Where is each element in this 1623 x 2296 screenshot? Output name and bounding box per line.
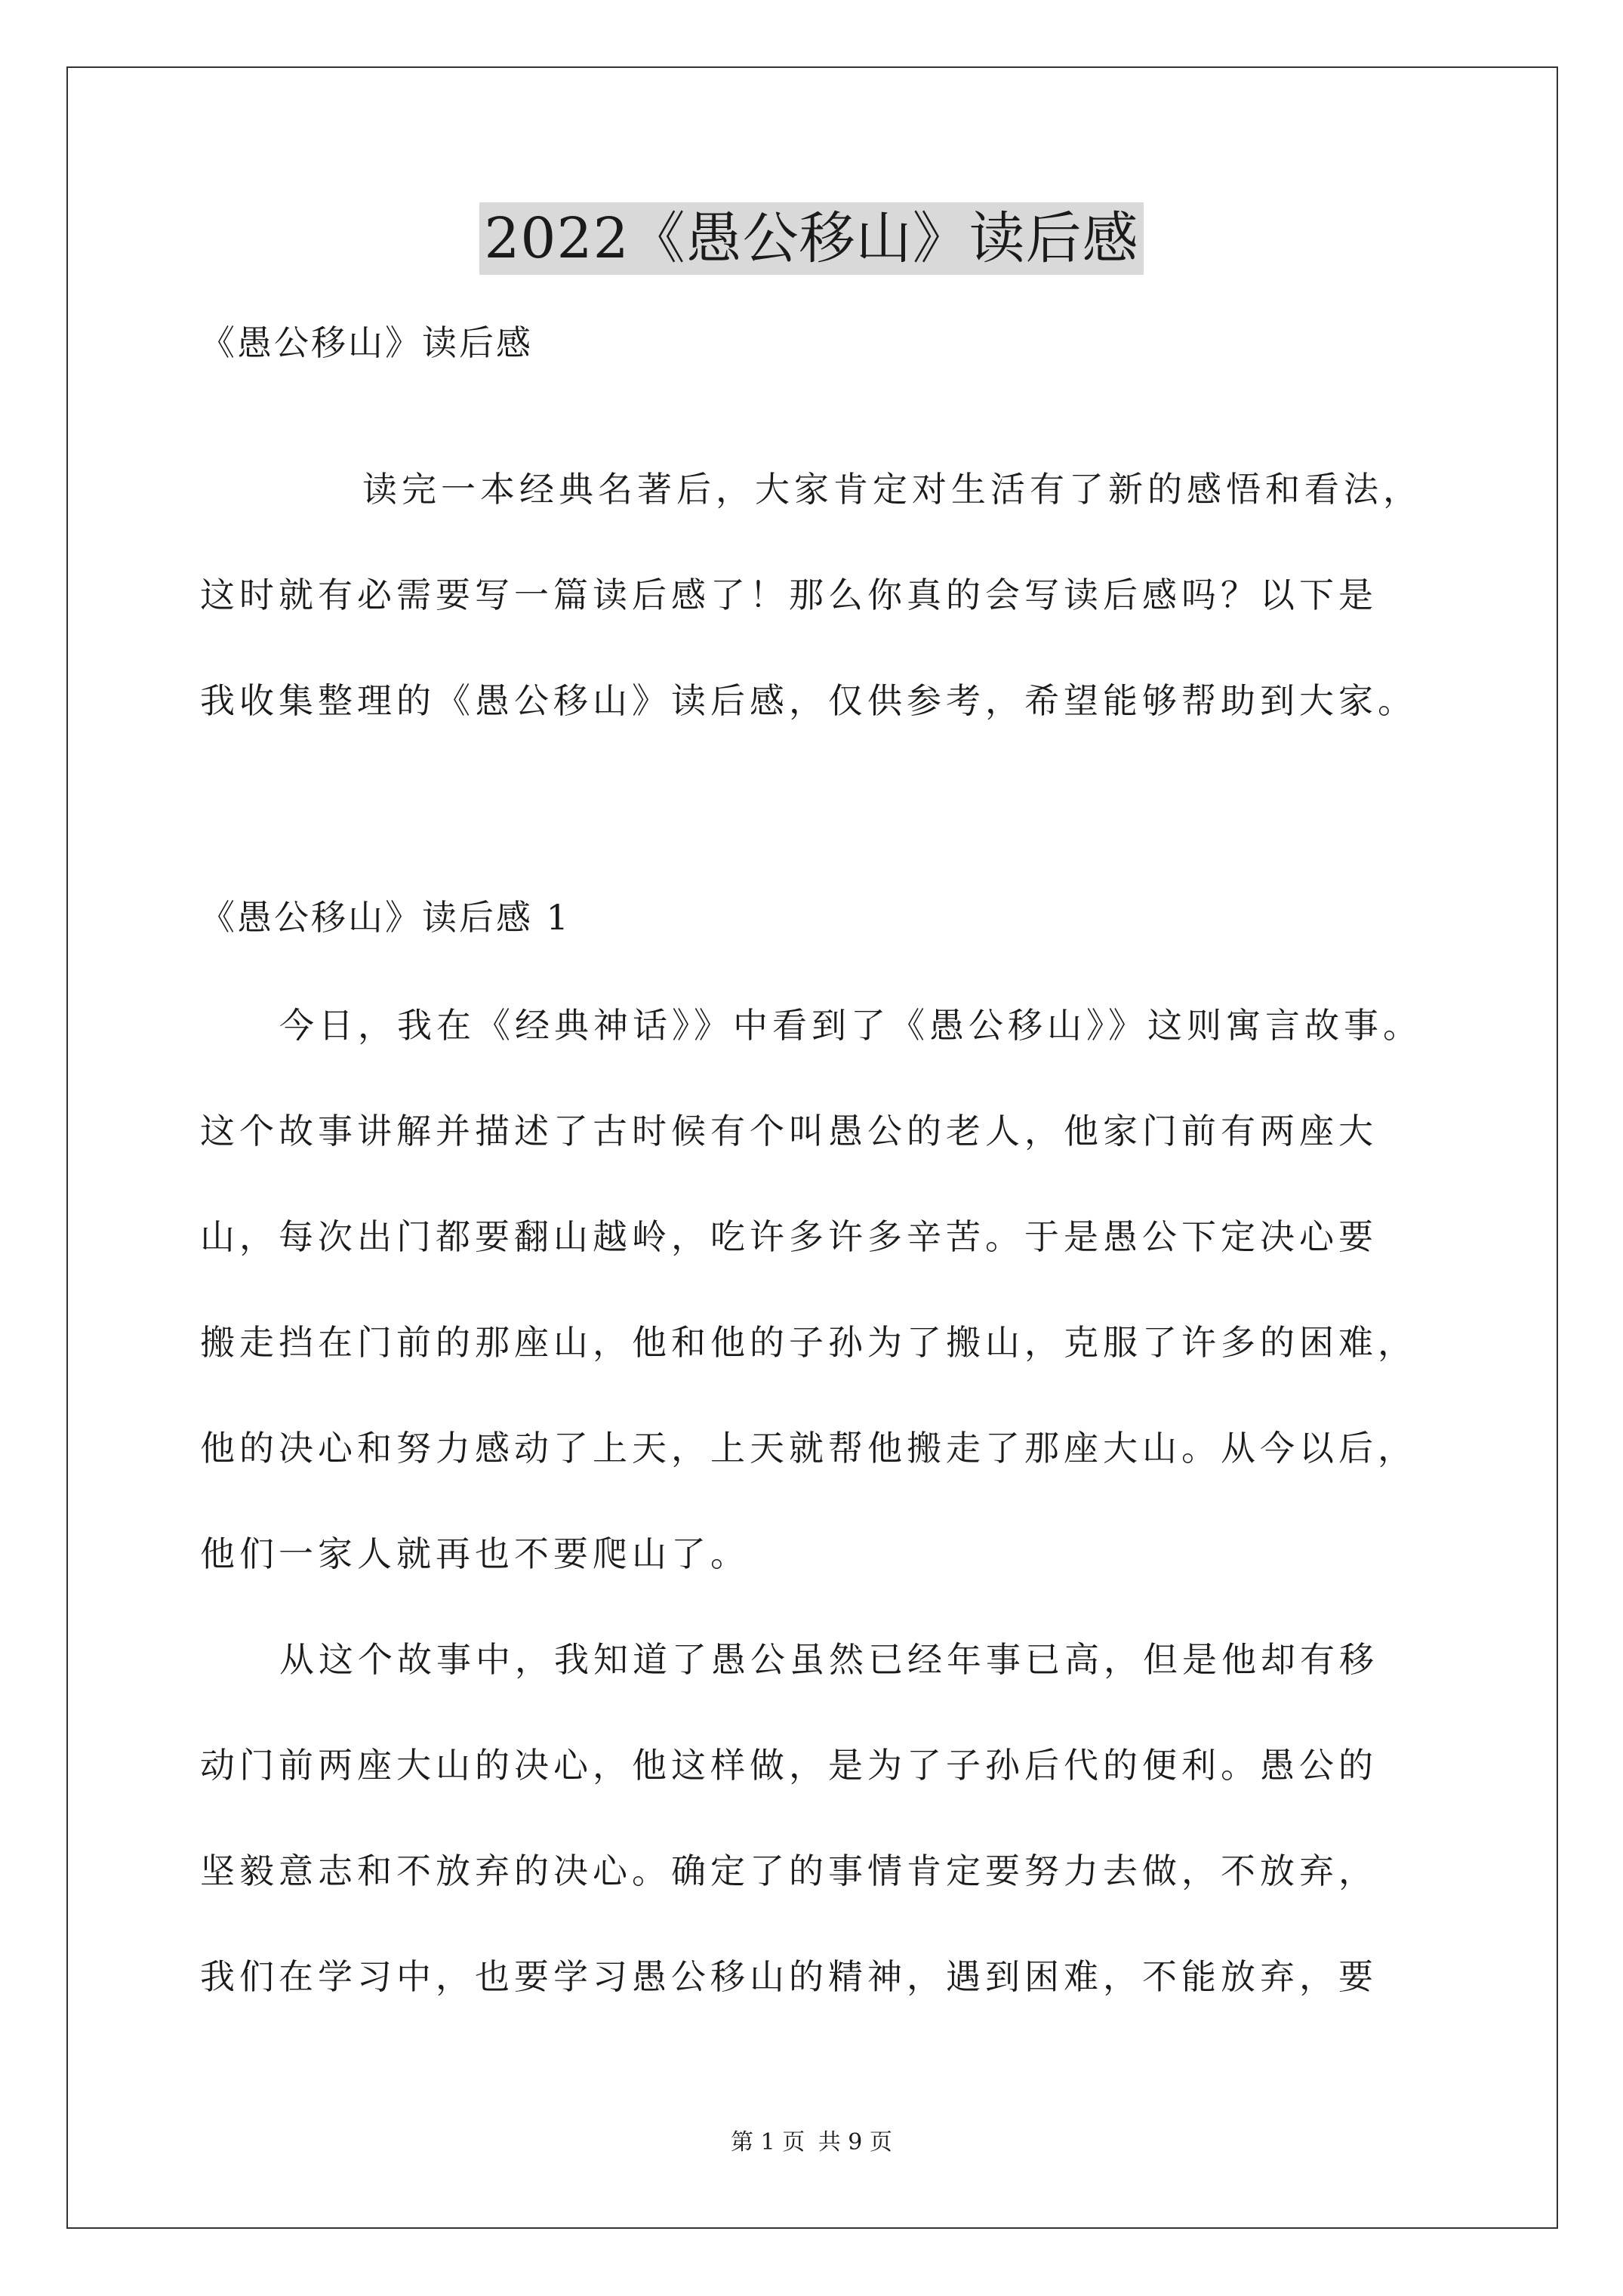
page-footer bbox=[0, 2128, 1623, 2158]
intro-line-2: 这时就有必需要写一篇读后感了！那么你真的会写读后感吗？以下是 bbox=[200, 575, 1378, 615]
section1-heading: 《愚公移山》读后感 1 bbox=[200, 897, 571, 938]
section1-p2-line-2: 动门前两座大山的决心，他这样做，是为了子孙后代的便利。愚公的 bbox=[200, 1745, 1378, 1786]
section1-p2-line-3: 坚毅意志和不放弃的决心。确定了的事情肯定要努力去做，不放弃， bbox=[200, 1851, 1378, 1891]
section1-p1-line-3: 山，每次出门都要翻山越岭，吃许多许多辛苦。于是愚公下定决心要 bbox=[200, 1216, 1378, 1257]
document-title: 2022《愚公移山》读后感 bbox=[479, 202, 1143, 275]
section1-p1-line-5: 他的决心和努力感动了上天，上天就帮他搬走了那座大山。从今以后， bbox=[200, 1428, 1417, 1469]
section1-p1-line-4: 搬走挡在门前的那座山，他和他的子孙为了搬山，克服了许多的困难， bbox=[200, 1322, 1417, 1363]
section1-p2-line-4: 我们在学习中，也要学习愚公移山的精神，遇到困难，不能放弃，要 bbox=[200, 1956, 1378, 1997]
section1-p1-line-1: 今日，我在《经典神话》》中看到了《愚公移山》》这则寓言故事。 bbox=[279, 1005, 1422, 1046]
intro-heading: 《愚公移山》读后感 bbox=[200, 322, 533, 363]
title-container bbox=[0, 202, 1623, 275]
page-total: 共 9 页 bbox=[818, 2129, 892, 2156]
section1-p1-line-2: 这个故事讲解并描述了古时候有个叫愚公的老人，他家门前有两座大 bbox=[200, 1111, 1378, 1151]
section1-p2-line-1: 从这个故事中，我知道了愚公虽然已经年事已高，但是他却有移 bbox=[279, 1639, 1378, 1680]
page-number: 第 1 页 bbox=[731, 2129, 805, 2156]
intro-line-3: 我收集整理的《愚公移山》读后感，仅供参考，希望能够帮助到大家。 bbox=[200, 680, 1417, 721]
intro-line-1: 读完一本经典名著后，大家肯定对生活有了新的感悟和看法， bbox=[362, 469, 1422, 510]
section1-p1-line-6: 他们一家人就再也不要爬山了。 bbox=[200, 1533, 750, 1574]
